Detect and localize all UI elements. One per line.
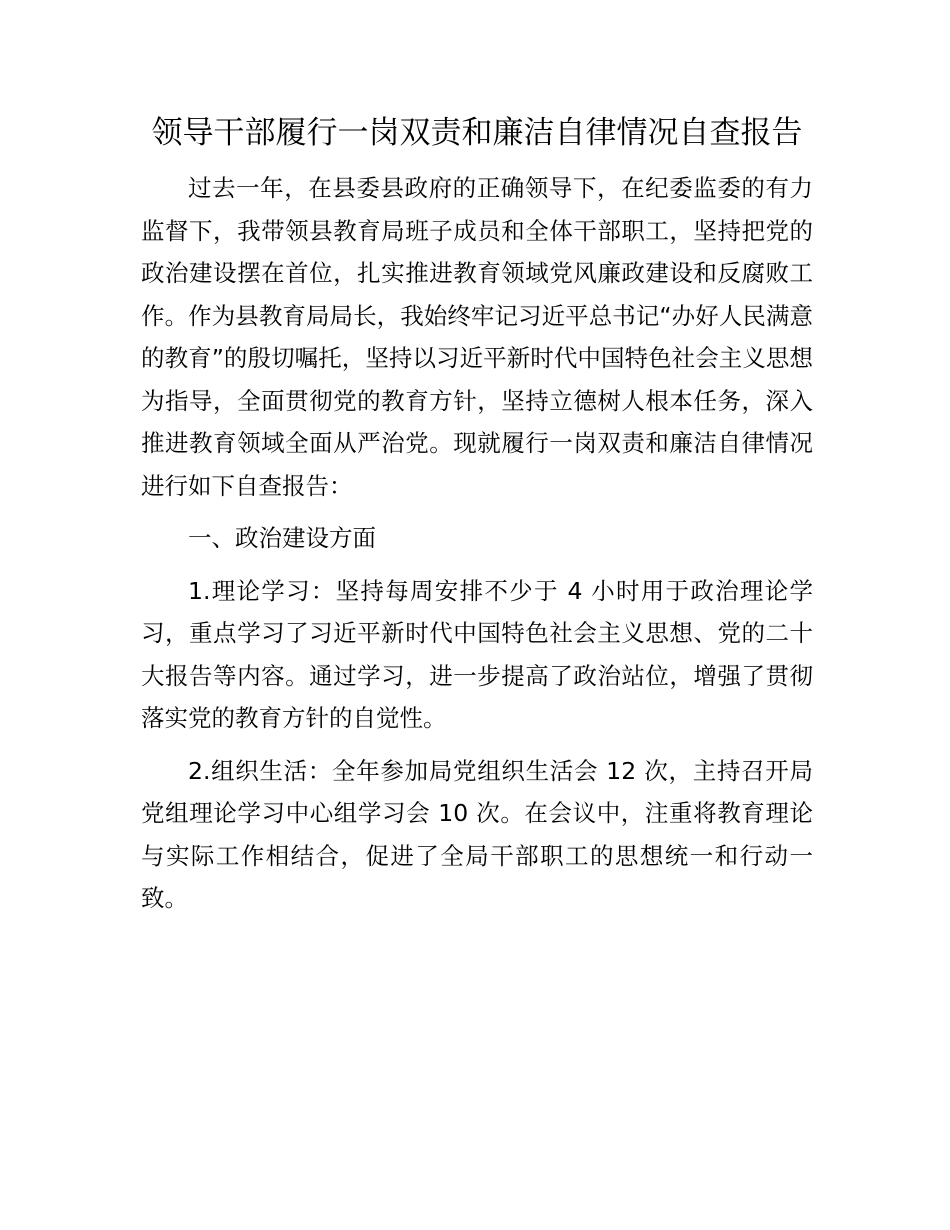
document-page bbox=[141, 112, 813, 930]
intro-paragraph: 过去一年，在县委县政府的正确领导下，在纪委监委的有力监督下，我带领县教育局班子成员和全体干部职工，坚持把党的政治建设摆在首位，扎实推进教育领域党风廉政建设和反腐败工作。作为县教育局局长，我始终牢记习近平总书记“办好人民满意的教育”的殷切嘱托，坚持以习近平新时代中国特色社会主义思想为指导，全面贯彻党的教育方针，坚持立德树人根本任务，深入推进教育领域全面从严治党。现就履行一岗双责和廉洁自律情况进行如下自查报告： bbox=[141, 174, 813, 500]
document-title: 领导干部履行一岗双责和廉洁自律情况自查报告 bbox=[151, 115, 803, 151]
paragraph-theory-study: 1.理论学习：坚持每周安排不少于 4 小时用于政治理论学习，重点学习了习近平新时代中国特色社会主义思想、党的二十大报告等内容。通过学习，进一步提高了政治站位，增强了贯彻落实党的教育方针的自觉性。 bbox=[141, 576, 813, 732]
section-heading-political: 一、政治建设方面 bbox=[188, 524, 376, 552]
paragraph-organization-life: 2.组织生活：全年参加局党组织生活会 12 次，主持召开局党组理论学习中心组学习会 10 次。在会议中，注重将教育理论与实际工作相结合，促进了全局干部职工的思想统一和行动一致。 bbox=[141, 756, 813, 912]
